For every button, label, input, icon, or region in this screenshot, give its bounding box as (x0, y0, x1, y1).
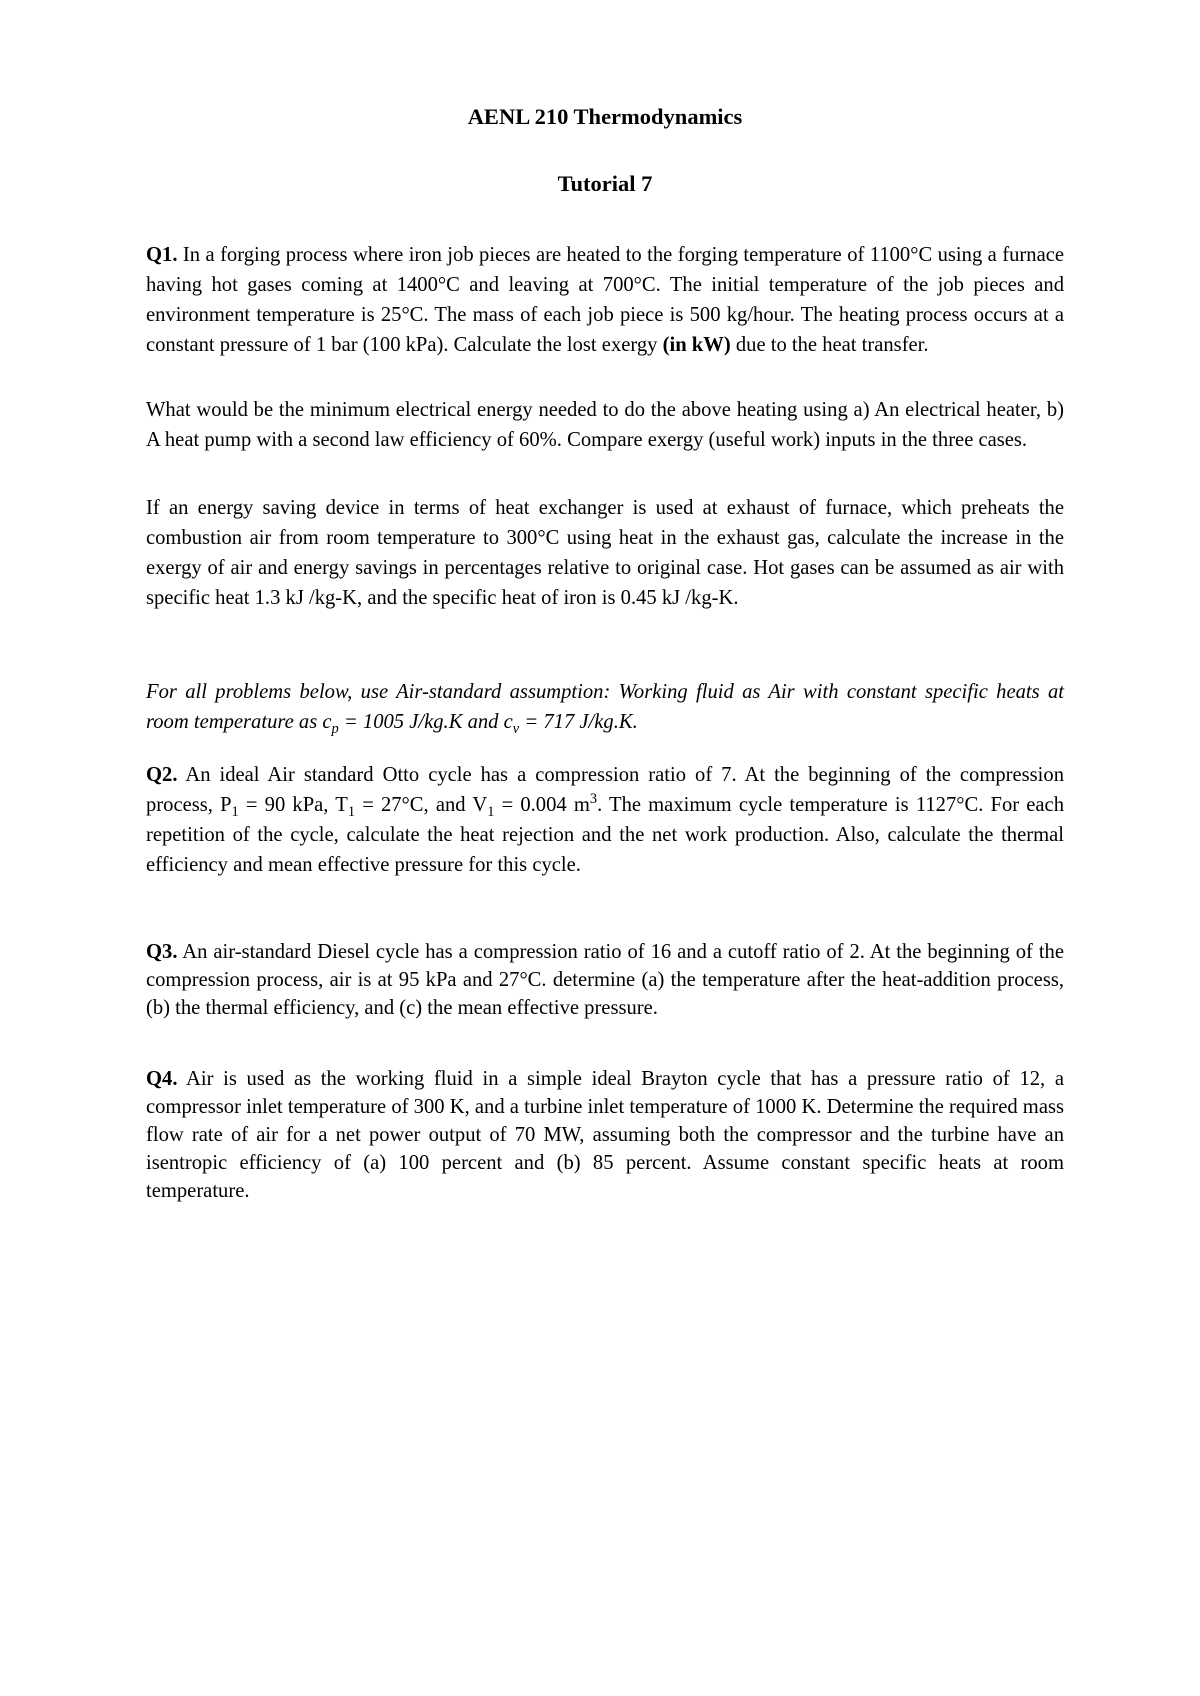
q3-paragraph (146, 938, 1064, 1022)
assumption-text-a: For all problems below, use Air-standard assumption: Working fluid as Air with constant specific heats at room temperature as c (146, 681, 1064, 733)
q2-label: Q2. (146, 764, 178, 786)
q2-paragraph (146, 760, 1064, 880)
document-subtitle: Tutorial 7 (557, 171, 653, 196)
assumption-note (146, 677, 1064, 737)
cp-subscript: p (331, 721, 339, 738)
v1-subscript: 1 (487, 804, 495, 821)
q1-bold-unit: (in kW) (662, 334, 731, 356)
q3-text: An air-standard Diesel cycle has a compression ratio of 16 and a cutoff ratio of 2. At the beginning of the compression process, air is at 95 kPa and 27°C. determine (a) the temperature after the heat-addition process, (b) the thermal efficiency, and (c) the mean effective pressure. (146, 941, 1064, 1019)
q1-paragraph-3: If an energy saving device in terms of heat exchanger is used at exhaust of furnace, which preheats the combustion air from room temperature to 300°C using heat in the exhaust gas, calculate the increase in the exergy of air and energy savings in percentages relative to original case. Hot gases can be assumed as air with specific heat 1.3 kJ /kg-K, and the specific heat of iron is 0.45 kJ /kg-K. (146, 497, 1064, 609)
q2-text-d: = 0.004 m (494, 794, 590, 816)
assumption-text-c: = 717 J/kg.K. (519, 711, 638, 733)
m3-superscript: 3 (589, 791, 598, 808)
q2-text-b: = 90 kPa, T (238, 794, 348, 816)
q1-paragraph-1 (146, 240, 1064, 360)
cv-subscript: v (512, 721, 520, 738)
p1-subscript: 1 (231, 804, 239, 821)
document-title: AENL 210 Thermodynamics (467, 104, 743, 129)
q1-label: Q1. (146, 244, 178, 266)
q2-text-a: An ideal Air standard Otto cycle has a compression ratio of 7. At the beginning of the compression process, P (146, 764, 1064, 816)
q2-text-e: . The maximum cycle temperature is 1127°C. For each repetition of the cycle, calculate the heat rejection and the net work production. Also, calculate the thermal efficiency and mean effective pressure for this cycle. (146, 794, 1064, 876)
q4-label: Q4. (146, 1068, 178, 1090)
q1-text-a: In a forging process where iron job pieces are heated to the forging temperature of 1100°C using a furnace having hot gases coming at 1400°C and leaving at 700°C. The initial temperature of the job pieces and environment temperature is 25°C. The mass of each job piece is 500 kg/hour. The heating process occurs at a constant pressure of 1 bar (100 kPa). Calculate the lost exergy (146, 244, 1064, 356)
t1-subscript: 1 (347, 804, 356, 821)
q2-text-c: = 27°C, and V (355, 794, 488, 816)
q1-text-b: due to the heat transfer. (730, 334, 929, 356)
assumption-text-b: = 1005 J/kg.K and c (338, 711, 513, 733)
q1-paragraph-2: What would be the minimum electrical energy needed to do the above heating using a) An electrical heater, b) A heat pump with a second law efficiency of 60%. Compare exergy (useful work) inputs in the three cases. (146, 399, 1064, 451)
q4-paragraph (146, 1065, 1064, 1205)
q4-text: Air is used as the working fluid in a simple ideal Brayton cycle that has a pressure ratio of 12, a compressor inlet temperature of 300 K, and a turbine inlet temperature of 1000 K. Determine the required mass flow rate of air for a net power output of 70 MW, assuming both the compressor and the turbine have an isentropic efficiency of (a) 100 percent and (b) 85 percent. Assume constant specific heats at room temperature. (146, 1068, 1064, 1202)
q3-label: Q3. (146, 941, 178, 963)
